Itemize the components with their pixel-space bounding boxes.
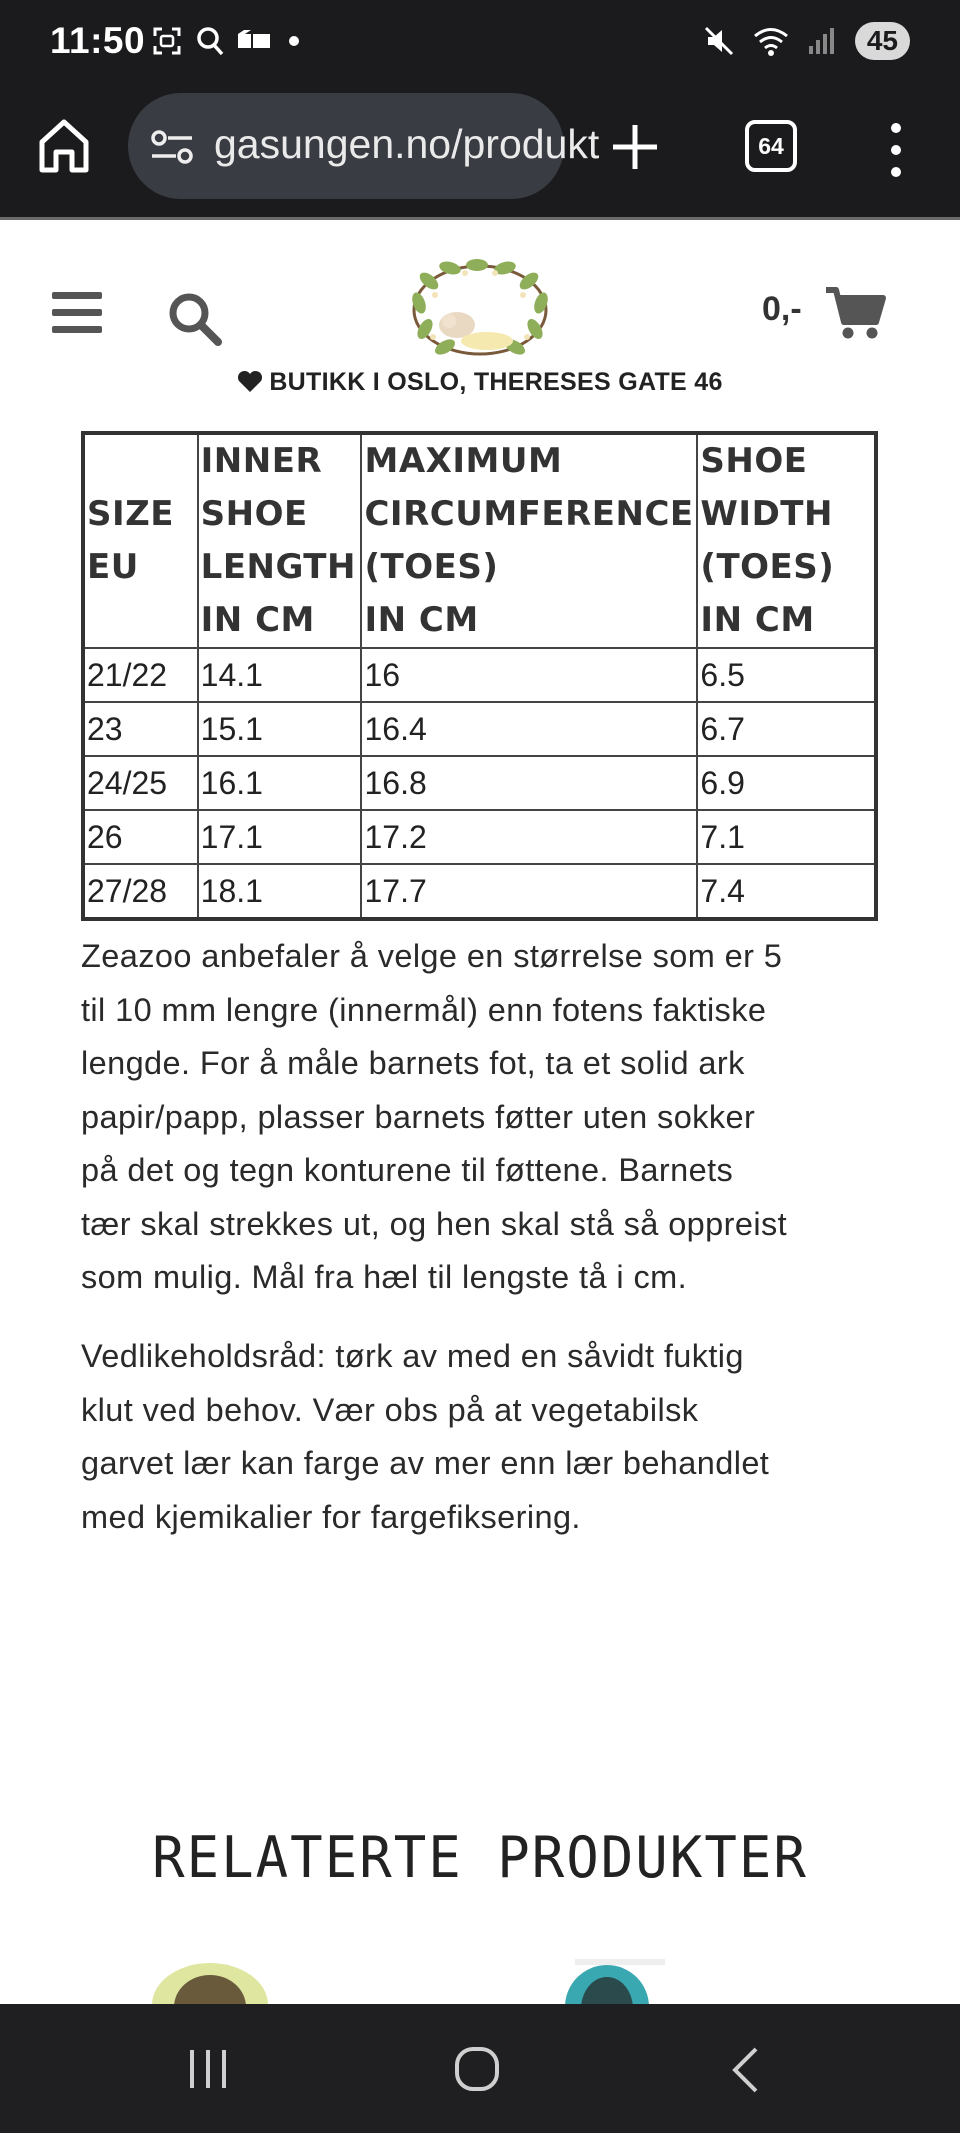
- table-row: [83, 702, 876, 756]
- status-time: 11:50: [50, 20, 146, 61]
- table-cell: 18.1: [198, 864, 362, 919]
- header-maximum-circumference: [361, 433, 697, 648]
- size-table-header-row: [83, 433, 876, 648]
- table-cell: 17.2: [361, 810, 697, 864]
- table-cell: 26: [83, 810, 198, 864]
- text-line: med kjemikalier for fargefiksering.: [81, 1498, 581, 1535]
- header-line: IN CM: [700, 600, 815, 640]
- sizing-advice-paragraph: [81, 930, 881, 1305]
- store-location-text: BUTIKK I OSLO, THERESES GATE 46: [269, 368, 723, 396]
- related-products-heading: RELATERTE PRODUKTER: [152, 1824, 808, 1891]
- store-location[interactable]: [0, 368, 960, 397]
- text-line: lengde. For å måle barnets fot, ta et solid ark: [81, 1045, 745, 1081]
- header-line: SIZE: [87, 494, 175, 534]
- table-cell: 14.1: [198, 648, 362, 702]
- table-row: [83, 648, 876, 702]
- text-line: Zeazoo anbefaler å velge en størrelse som er 5: [81, 938, 783, 974]
- care-advice-paragraph: [81, 1330, 881, 1544]
- back-icon[interactable]: [730, 2046, 760, 2094]
- address-bar[interactable]: [128, 93, 600, 199]
- system-navigation-bar: [0, 2004, 960, 2133]
- header-line: LENGTH: [200, 547, 356, 587]
- browser-toolbar: [0, 86, 960, 220]
- table-cell: 7.1: [697, 810, 876, 864]
- header-line: WIDTH: [700, 494, 833, 534]
- screenshot-icon: [152, 26, 182, 56]
- table-cell: 15.1: [198, 702, 362, 756]
- search-icon: [196, 26, 224, 56]
- header-line: SHOE: [200, 494, 308, 534]
- recent-apps-icon[interactable]: [186, 2048, 230, 2090]
- status-right-icons: [703, 22, 910, 60]
- related-product-2[interactable]: [555, 1955, 685, 2005]
- header-line: IN CM: [364, 600, 479, 640]
- header-line: IN CM: [200, 600, 315, 640]
- status-left-icons: [152, 26, 304, 56]
- tab-switcher-button[interactable]: [745, 120, 797, 172]
- header-line: CIRCUMFERENCE: [364, 494, 694, 534]
- text-line: Vedlikeholdsråd: tørk av med en såvidt fuktig: [81, 1338, 744, 1374]
- size-table: [81, 431, 878, 921]
- more-menu-icon[interactable]: [884, 120, 908, 180]
- table-cell: 17.7: [361, 864, 697, 919]
- status-bar: [0, 0, 960, 86]
- header-line: INNER: [200, 441, 323, 481]
- tab-count: 64: [758, 132, 784, 159]
- wifi-icon: [753, 25, 789, 57]
- header-line: MAXIMUM: [364, 441, 563, 481]
- text-line: papir/papp, plasser barnets føtter uten sokker: [81, 1098, 756, 1135]
- table-cell: 27/28: [83, 864, 198, 919]
- text-line: på det og tegn konturene til føttene. Barnets: [81, 1152, 734, 1188]
- header-shoe-width: [697, 433, 876, 648]
- mute-icon: [703, 25, 735, 57]
- related-product-1[interactable]: [145, 1955, 275, 2005]
- cart-total[interactable]: 0,-: [762, 290, 802, 328]
- url-text[interactable]: gasungen.no/produkt: [214, 121, 600, 167]
- table-cell: 6.7: [697, 702, 876, 756]
- new-tab-icon[interactable]: [610, 122, 660, 172]
- table-row: [83, 810, 876, 864]
- header-line: SHOE: [700, 441, 808, 481]
- header-line: EU: [87, 547, 139, 587]
- hamburger-menu-icon[interactable]: [52, 290, 102, 336]
- table-cell: 21/22: [83, 648, 198, 702]
- header-size-eu: [83, 433, 198, 648]
- shoe-image: [555, 1955, 685, 2005]
- site-logo[interactable]: [405, 255, 555, 370]
- home-icon[interactable]: [36, 116, 92, 176]
- home-icon[interactable]: [454, 2046, 500, 2092]
- heart-icon: [237, 371, 263, 393]
- search-icon[interactable]: [166, 290, 222, 346]
- cart-icon[interactable]: [826, 286, 884, 340]
- site-header: [0, 220, 960, 410]
- table-cell: 16: [361, 648, 697, 702]
- text-line: som mulig. Mål fra hæl til lengste tå i cm.: [81, 1259, 687, 1295]
- site-settings-icon[interactable]: [150, 129, 194, 165]
- table-row: [83, 864, 876, 919]
- text-line: tær skal strekkes ut, og hen skal stå så oppreist: [81, 1205, 788, 1242]
- battery-indicator: 45: [855, 22, 910, 60]
- table-cell: 6.9: [697, 756, 876, 810]
- table-cell: 24/25: [83, 756, 198, 810]
- text-line: garvet lær kan farge av mer enn lær behandlet: [81, 1445, 770, 1481]
- table-cell: 23: [83, 702, 198, 756]
- header-line: (TOES): [700, 547, 835, 587]
- signal-icon: [807, 26, 837, 56]
- table-cell: 16.8: [361, 756, 697, 810]
- media-icon: [238, 30, 270, 52]
- table-cell: 16.1: [198, 756, 362, 810]
- table-row: [83, 756, 876, 810]
- shoe-image: [145, 1955, 275, 2005]
- table-cell: 17.1: [198, 810, 362, 864]
- table-cell: 16.4: [361, 702, 697, 756]
- header-inner-shoe-length: [198, 433, 362, 648]
- table-cell: 7.4: [697, 864, 876, 919]
- dot-icon: [284, 31, 304, 51]
- text-line: til 10 mm lengre (innermål) enn fotens faktiske: [81, 991, 767, 1028]
- header-line: (TOES): [364, 547, 499, 587]
- logo-wreath: [405, 255, 555, 370]
- text-line: klut ved behov. Vær obs på at vegetabilsk: [81, 1391, 699, 1428]
- table-cell: 6.5: [697, 648, 876, 702]
